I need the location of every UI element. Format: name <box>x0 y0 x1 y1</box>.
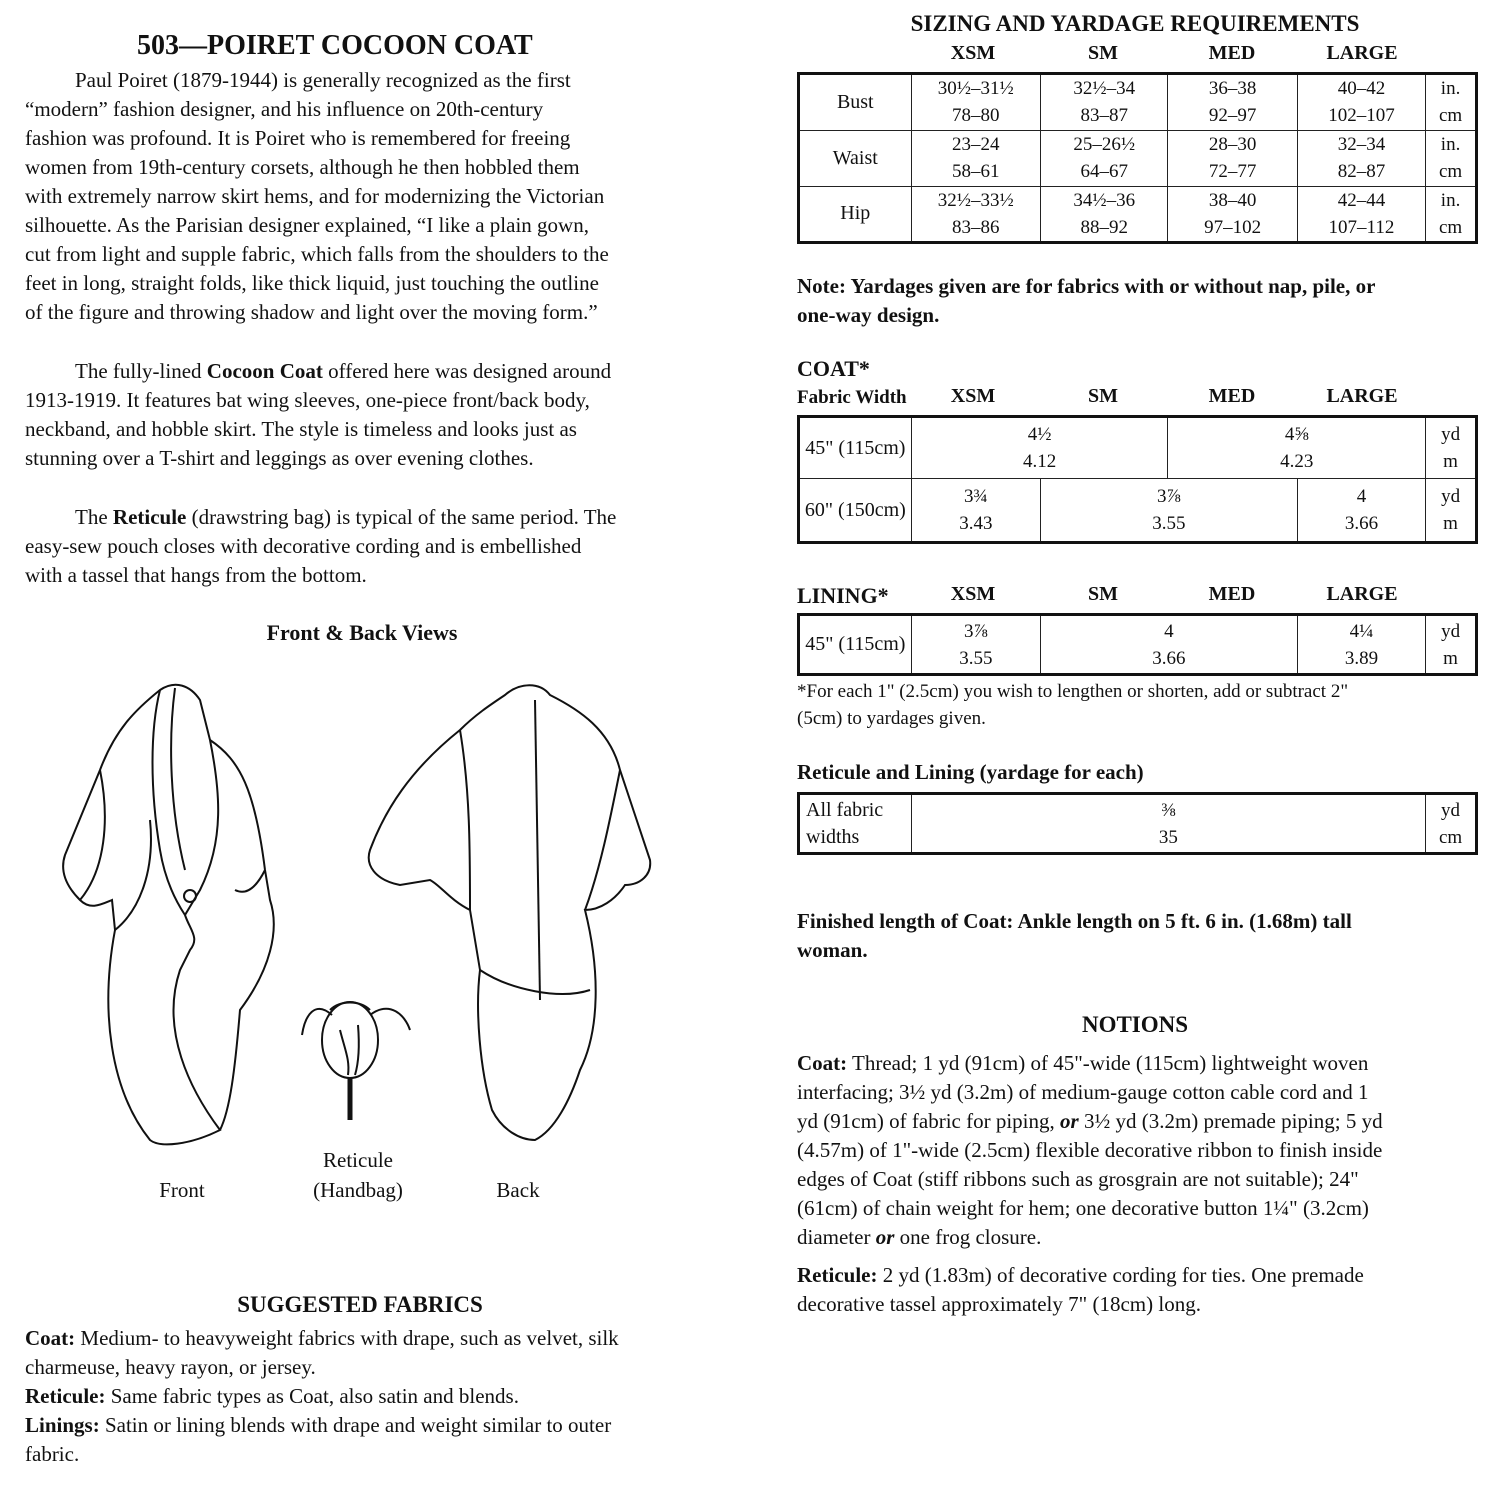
yardage-cell: 4¼ 3.89 <box>1297 615 1425 675</box>
reticule-paragraph <box>25 503 616 590</box>
size-value-cell: 32½–33½ <box>911 186 1040 214</box>
size-value-cell: 40–42 <box>1297 74 1425 103</box>
yardage-note <box>797 272 1375 330</box>
size-value-cell: 107–112 <box>1297 214 1425 243</box>
text-line <box>25 1411 619 1440</box>
size-value-cell: 42–44 <box>1297 186 1425 214</box>
reticule-row <box>799 794 1477 854</box>
text-segment: 2 yd (1.83m) of decorative cording for ties. One premade <box>877 1263 1364 1287</box>
size-value-cell: 34½–36 <box>1040 186 1167 214</box>
yardage-cell: 4 3.66 <box>1041 615 1298 675</box>
fabric-width-cell: 45" (115cm) <box>799 615 912 675</box>
text-segment: Satin or lining blends with drape and weight similar to outer <box>99 1413 612 1437</box>
text-segment: 3½ yd (3.2m) premade piping; 5 yd <box>1078 1109 1383 1133</box>
back-caption: Back <box>496 1178 540 1202</box>
text-line: easy-sew pouch closes with decorative cording and is embellished <box>25 534 582 558</box>
yardage-cell: 3⅞ 3.55 <box>911 615 1040 675</box>
text-line: with a tassel that hangs from the bottom. <box>25 563 367 587</box>
text-line <box>25 1324 619 1353</box>
text-line: neckband, and hobble skirt. The style is timeless and looks just as <box>25 417 577 441</box>
front-coat-drawing <box>63 685 274 1145</box>
text-segment: yd (91cm) of fabric for piping, <box>797 1109 1061 1133</box>
yardage-cell: 4⅝ 4.23 <box>1168 417 1426 479</box>
unit-cell: cm <box>1426 102 1477 130</box>
text-segment: Same fabric types as Coat, also satin and blends. <box>105 1384 519 1408</box>
text-line: woman. <box>797 938 868 962</box>
yardage-cell: 3¾ 3.43 <box>911 479 1040 543</box>
intro-paragraph <box>25 66 609 327</box>
coat-row-60 <box>799 479 1477 543</box>
coat-yardage-table <box>797 415 1478 544</box>
text-line: charmeuse, heavy rayon, or jersey. <box>25 1355 316 1379</box>
unit-cell: in. <box>1426 130 1477 158</box>
text-line <box>797 1049 1383 1078</box>
sizing-row-waist-in <box>799 130 1477 158</box>
text-line: fabric. <box>25 1442 80 1466</box>
text-line: stunning over a T-shirt and leggings as over evening clothes. <box>25 446 534 470</box>
text-line: (4.57m) of 1"-wide (2.5cm) flexible decorative ribbon to finish inside <box>797 1138 1383 1162</box>
size-value-cell: 38–40 <box>1168 186 1297 214</box>
unit-cell: in. <box>1426 74 1477 103</box>
text-segment: or <box>1060 1109 1079 1133</box>
yardage-cell: 4 3.66 <box>1297 479 1425 543</box>
text-line: fashion was profound. It is Poiret who is remembered for freeing <box>25 126 571 150</box>
reticule-caption: Reticule <box>323 1148 393 1172</box>
text-line: (5cm) to yardages given. <box>797 708 986 729</box>
text-segment: Thread; 1 yd (91cm) of 45"-wide (115cm) lightweight woven <box>847 1051 1369 1075</box>
text-line: Note: Yardages given are for fabrics with or without nap, pile, or <box>797 274 1376 298</box>
back-coat-drawing <box>369 685 650 1140</box>
text-segment: Coat: <box>25 1326 76 1350</box>
coat-size-sm: SM <box>1088 385 1118 407</box>
size-value-cell: 64–67 <box>1040 158 1167 186</box>
unit-cell: yd m <box>1426 615 1477 675</box>
notions-reticule <box>797 1261 1364 1319</box>
text-line: 1913-1919. It features bat wing sleeves, one-piece front/back body, <box>25 388 590 412</box>
text-line <box>25 357 611 386</box>
coat-size-xsm: XSM <box>950 385 996 407</box>
fabric-width-cell: 45" (115cm) <box>799 417 912 479</box>
text-line <box>797 1223 1383 1252</box>
lining-heading: LINING* <box>797 583 889 608</box>
lining-size-med: MED <box>1208 583 1256 605</box>
text-segment: diameter <box>797 1225 876 1249</box>
text-line <box>25 1382 619 1411</box>
unit-cell: cm <box>1426 214 1477 243</box>
fabric-width-label: Fabric Width <box>797 387 907 408</box>
text-line: women from 19th-century corsets, although he then hobbled them <box>25 155 580 179</box>
text-line <box>797 1261 1364 1290</box>
fabric-width-cell: 60" (150cm) <box>799 479 912 543</box>
views-heading: Front & Back Views <box>266 620 458 645</box>
text-segment: The <box>75 505 113 529</box>
size-value-cell: 30½–31½ <box>911 74 1040 103</box>
coat-heading: COAT* <box>797 356 870 381</box>
text-line: with extremely narrow skirt hems, and for modernizing the Victorian <box>25 184 605 208</box>
garment-illustration <box>40 670 660 1170</box>
size-header-med: MED <box>1208 42 1256 64</box>
text-segment: or <box>875 1225 895 1249</box>
size-value-cell: 97–102 <box>1168 214 1297 243</box>
fabric-width-cell: All fabric widths <box>799 794 912 854</box>
suggested-fabrics-list <box>25 1324 619 1469</box>
text-segment: Medium- to heavyweight fabrics with drape, such as velvet, silk <box>75 1326 619 1350</box>
unit-cell: yd cm <box>1426 794 1477 854</box>
size-value-cell: 83–87 <box>1040 102 1167 130</box>
sizing-heading: SIZING AND YARDAGE REQUIREMENTS <box>910 11 1360 36</box>
coat-row-45 <box>799 417 1477 479</box>
text-segment: Linings: <box>25 1413 100 1437</box>
notions-coat <box>797 1049 1383 1252</box>
size-value-cell: 25–26½ <box>1040 130 1167 158</box>
size-value-cell: 92–97 <box>1168 102 1297 130</box>
text-segment: The fully-lined <box>75 359 207 383</box>
size-value-cell: 72–77 <box>1168 158 1297 186</box>
unit-cell: yd m <box>1426 479 1477 543</box>
text-line: (61cm) of chain weight for hem; one decorative button 1¼" (3.2cm) <box>797 1196 1369 1220</box>
lining-yardage-table <box>797 613 1478 676</box>
notions-heading: NOTIONS <box>1081 1012 1189 1037</box>
yardage-cell: ⅜ 35 <box>911 794 1425 854</box>
text-line: cut from light and supple fabric, which falls from the shoulders to the <box>25 242 609 266</box>
size-header-xsm: XSM <box>950 42 996 64</box>
size-value-cell: 82–87 <box>1297 158 1425 186</box>
text-line: edges of Coat (stiff ribbons such as grosgrain are not suitable); 24" <box>797 1167 1359 1191</box>
sizing-row-bust-in <box>799 74 1477 103</box>
lining-size-large: LARGE <box>1326 583 1398 605</box>
suggested-fabrics-heading: SUGGESTED FABRICS <box>237 1292 483 1317</box>
size-value-cell: 58–61 <box>911 158 1040 186</box>
reticule-yardage-heading: Reticule and Lining (yardage for each) <box>797 760 1144 784</box>
measurement-label: Bust <box>799 74 912 131</box>
unit-cell: in. <box>1426 186 1477 214</box>
reticule-yardage-table <box>797 792 1478 855</box>
text-segment: one frog closure. <box>894 1225 1042 1249</box>
text-line: of the figure and throwing shadow and light over the moving form.” <box>25 300 598 324</box>
text-segment: (drawstring bag) is typical of the same period. The <box>186 505 617 529</box>
yardage-cell: 4½ 4.12 <box>911 417 1168 479</box>
yardage-cell: 3⅞ 3.55 <box>1041 479 1298 543</box>
coat-size-med: MED <box>1208 385 1256 407</box>
size-value-cell: 88–92 <box>1040 214 1167 243</box>
lining-size-sm: SM <box>1088 583 1118 605</box>
sizing-row-hip-in <box>799 186 1477 214</box>
text-line: Finished length of Coat: Ankle length on 5 ft. 6 in. (1.68m) tall <box>797 909 1352 933</box>
page-title: 503—POIRET COCOON COAT <box>137 30 533 61</box>
cocoon-coat-paragraph <box>25 357 611 473</box>
text-line: feet in long, straight folds, like thick liquid, just touching the outline <box>25 271 599 295</box>
front-caption: Front <box>159 1178 205 1202</box>
reticule-drawing <box>302 1002 410 1120</box>
size-value-cell: 36–38 <box>1168 74 1297 103</box>
size-value-cell: 32–34 <box>1297 130 1425 158</box>
size-value-cell: 78–80 <box>911 102 1040 130</box>
sizing-table <box>797 72 1478 244</box>
handbag-caption: (Handbag) <box>313 1178 403 1202</box>
unit-cell: cm <box>1426 158 1477 186</box>
text-line: “modern” fashion designer, and his influence on 20th-century <box>25 97 544 121</box>
lengthen-footnote <box>797 678 1348 732</box>
size-value-cell: 32½–34 <box>1040 74 1167 103</box>
lining-size-xsm: XSM <box>950 583 996 605</box>
size-header-large: LARGE <box>1326 42 1398 64</box>
text-line: *For each 1" (2.5cm) you wish to lengthen or shorten, add or subtract 2" <box>797 681 1349 702</box>
unit-cell: yd m <box>1426 417 1477 479</box>
text-segment: Cocoon Coat <box>206 359 323 383</box>
text-line: one-way design. <box>797 303 940 327</box>
coat-size-large: LARGE <box>1326 385 1398 407</box>
measurement-label: Waist <box>799 130 912 186</box>
text-segment: Reticule: <box>25 1384 106 1408</box>
size-header-sm: SM <box>1088 42 1118 64</box>
size-value-cell: 23–24 <box>911 130 1040 158</box>
text-line <box>25 503 616 532</box>
text-line: decorative tassel approximately 7" (18cm) long. <box>797 1292 1201 1316</box>
text-segment: offered here was designed around <box>322 359 612 383</box>
size-value-cell: 83–86 <box>911 214 1040 243</box>
measurement-label: Hip <box>799 186 912 243</box>
text-line: interfacing; 3½ yd (3.2m) of medium-gauge cotton cable cord and 1 <box>797 1080 1369 1104</box>
size-value-cell: 102–107 <box>1297 102 1425 130</box>
size-value-cell: 28–30 <box>1168 130 1297 158</box>
text-segment: Reticule <box>112 505 187 529</box>
text-line: silhouette. As the Parisian designer explained, “I like a plain gown, <box>25 213 589 237</box>
text-line: Paul Poiret (1879-1944) is generally recognized as the first <box>75 68 571 92</box>
lining-row-45 <box>799 615 1477 675</box>
text-line <box>797 1107 1383 1136</box>
text-segment: Coat: <box>797 1051 848 1075</box>
text-segment: Reticule: <box>797 1263 878 1287</box>
finished-length <box>797 907 1352 965</box>
